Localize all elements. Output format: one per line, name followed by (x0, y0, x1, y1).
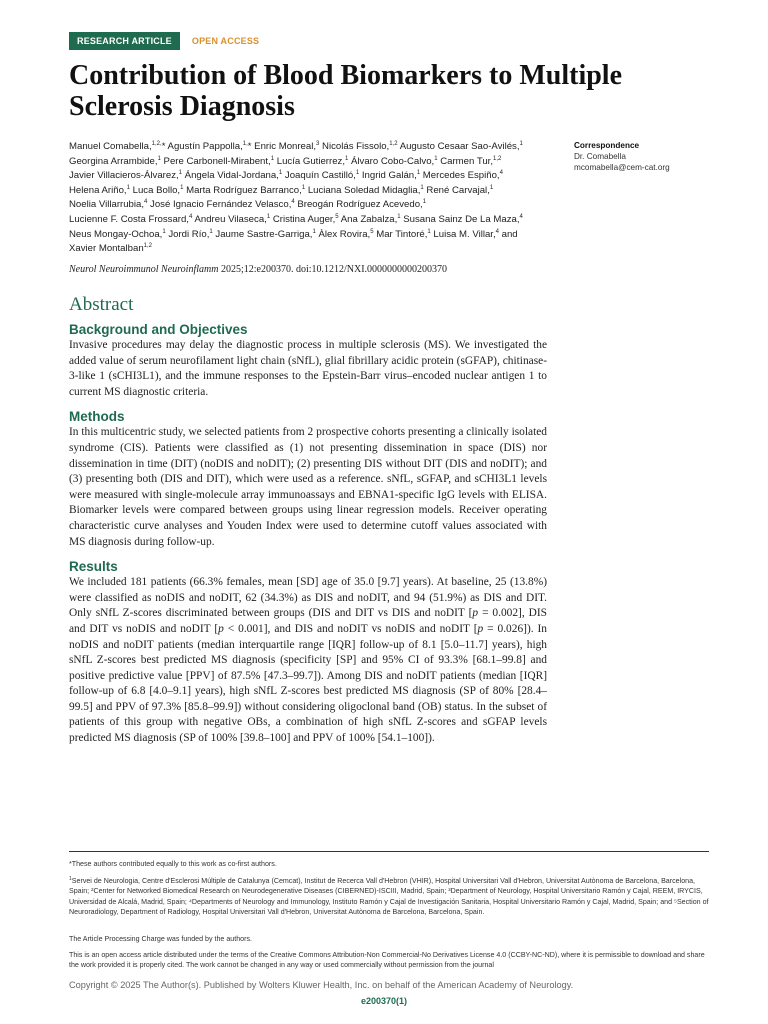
affiliation-marker: 1 (278, 170, 283, 177)
author-name: José Ignacio Fernández Velasco, (147, 199, 292, 211)
affiliation-marker: 1 (422, 199, 427, 206)
author-name: Lucienne F. Costa Frossard, (69, 213, 189, 225)
affiliation-marker: 1,2 (389, 141, 398, 147)
affiliation-marker: 4 (519, 213, 523, 220)
correspondence-block (574, 140, 734, 173)
page-number: e200370(1) (360, 996, 408, 1006)
equal-contribution-note: *These authors contributed equally to this work as co-first authors. (69, 860, 277, 868)
affiliation-marker: 1 (301, 184, 306, 191)
affiliation-marker: 1 (420, 184, 424, 191)
author-name: Mercedes Espiño, (420, 170, 500, 182)
affiliation-marker: 1 (266, 213, 271, 220)
affiliation-marker: 1 (519, 141, 523, 147)
author-name: Breogán Rodríguez Acevedo, (294, 199, 423, 211)
article-title: Contribution of Blood Biomarkers to Multiple Sclerosis Diagnosis (69, 60, 623, 122)
author-line (69, 228, 549, 243)
correspondence-name: Dr. Comabella (574, 152, 626, 161)
author-name: Jaume Sastre-Garriga, (212, 228, 313, 240)
methods-heading: Methods (69, 409, 125, 425)
affiliation-marker: 1 (416, 170, 421, 177)
affiliation-marker: 1 (157, 155, 161, 162)
author-name: Noelia Villarrubia, (69, 199, 145, 211)
open-access-label: OPEN ACCESS (191, 36, 260, 46)
affiliation-marker: 1 (270, 155, 275, 162)
author-line (69, 242, 549, 257)
author-name: Pere Carbonell-Mirabent, (160, 155, 271, 167)
affiliation-marker: 1 (209, 228, 213, 235)
license-note: This is an open access article distributed under the terms of the Creative Commons Attribution-Non Commercial-No Derivatives License 4.0 (CCBY-NC-ND), where it is permissible to download and share the work provided it is properly cited. The work cannot be changed in any way or used commercially without permission from the journal (69, 951, 705, 970)
author-name: Nicolás Fissolo, (319, 141, 390, 152)
citation-details: 2025;12:e200370. doi:10.1212/NXI.0000000000200370 (218, 264, 448, 275)
author-name: Luca Bollo, (129, 184, 181, 196)
affiliation-marker: 1 (345, 155, 349, 162)
background-heading: Background and Objectives (69, 322, 248, 337)
author-name: Álvaro Cobo-Calvo, (348, 155, 435, 167)
correspondence-heading: Correspondence (574, 141, 640, 150)
article-tags (69, 32, 259, 50)
author-name: Ingrid Galán, (359, 170, 417, 182)
affiliation-marker: 1, (242, 141, 248, 147)
author-name: Carmen Tur, (437, 155, 493, 167)
article-type-badge: RESEARCH ARTICLE (69, 32, 180, 50)
author-name: Ángela Vidal-Jordana, (182, 170, 279, 182)
author-name: Augusto Cesaar Sao-Avilés, (397, 141, 520, 152)
author-list (69, 140, 549, 257)
citation-line (69, 264, 447, 275)
author-name: Luisa M. Villar, (430, 228, 496, 240)
affiliation-marker: 1,2 (143, 243, 153, 250)
affiliation-marker: 1,2, (151, 141, 162, 147)
results-text: We included 181 patients (66.3% females, mean [SD] age of 35.0 [9.7] years). At baseline, 25 (13.8%) were classified as noDIS and noDIT, 62 (34.3%) as DIS and noDIT, and 94 (51.9%) as DIS and DIT. Only sNfL Z-scores discriminated between groups (DIS and DIT vs DIS and noDIT [p = 0.002], DIS and DIT vs noDIS and noDIT [p < 0.001], and DIS and noDIT vs noDIS and noDIT [p = 0.026]). In noDIS and noDIT patients (median interquartile range [IQR] follow-up of 8.1 [5.0–11.7] years), high sNfL Z-scores best predicted MS diagnosis (specificity [SP] and 95% CI of 93.3% [68.1–99.8] and positive predictive value [PPV] of 87.5% [47.3–99.7]). Among DIS and noDIT patients (median [IQR] follow-up of 6.8 [4.0–9.1] years), high sNfL Z-scores best predicted MS diagnosis (SP of 80% [28.4–99.5] and PPV of 97.3% [85.8–99.9]) without considering oligoclonal band (OB) status. In the subset of patients of this group with negative OBs, a combination of high sNfL Z-scores and sGFAP levels predicted MS diagnosis (SP of 100% [39.8–100] and PPV of 100% [54.1–100]). (69, 576, 548, 745)
author-line (69, 184, 549, 199)
author-name: Andreu Vilaseca, (192, 213, 267, 225)
affiliation-marker: 1,2 (493, 155, 502, 162)
affiliation-marker: 1 (126, 184, 130, 191)
affiliation-marker: 1 (162, 228, 166, 235)
affiliation-marker: 4 (291, 199, 295, 206)
journal-name: Neurol Neuroimmunol Neuroinflamm (69, 264, 219, 275)
correspondence-email[interactable]: mcomabella@cem-cat.org (574, 163, 670, 172)
footnote-divider (69, 851, 709, 852)
funding-note: The Article Processing Charge was funded by the authors. (69, 935, 252, 943)
author-name: * Enric Monreal, (247, 141, 317, 152)
affiliation-marker: 5 (335, 213, 339, 220)
affiliation-marker: 1 (312, 228, 316, 235)
author-name: Luciana Soledad Midaglia, (305, 184, 421, 196)
author-name: Manuel Comabella, (69, 141, 152, 152)
affiliation-marker: 1 (180, 184, 184, 191)
author-name: Ana Zabalza, (338, 213, 398, 225)
author-name: Joaquín Castilló, (282, 170, 356, 182)
author-name: Susana Sainz De La Maza, (400, 213, 520, 225)
author-name: Georgina Arrambide, (69, 155, 158, 167)
affiliation-marker: 1 (355, 170, 360, 177)
results-heading: Results (69, 559, 118, 575)
copyright-line: Copyright © 2025 The Author(s). Published by Wolters Kluwer Health, Inc. on behalf of the American Academy of Neurology. (69, 980, 574, 990)
affiliation-marker: 1 (489, 184, 494, 191)
author-name: * Agustín Pappolla, (161, 141, 243, 152)
affiliation-marker: 4 (144, 199, 148, 206)
affiliations-note: $^1$Servei de Neurologia, Centre d'Esclerosi Múltiple de Catalunya (Cemcat), Institut de Recerca Vall d'Hebron (VHIR), Hospital Universitari Vall d'Hebron, Universitat Autònoma de Barcelona, Barcelona, Spain; ²Center for Networked Biomedical Research on Neurodegenerative Diseases (CIBERNED)-ISCIII, Madrid, Spain; ³Department of Neurology, Hospital Universitario Ramón y Cajal, REEM, IRYCIS, Universidad de Alcalá, Madrid, Spain; ⁴Departments of Neurology and Immunology, Instituto Ramón y Cajal de Investigación Sanitaria, Hospital Universitario Ramón y Cajal, Madrid, Spain; and ⁵Section of Neuroradiology, Department of Radiology, Hospital Universitari Vall d'Hebron, Universitat Autònoma de Barcelona, Barcelona, Spain. (69, 876, 709, 917)
affiliation-marker: 1 (427, 228, 431, 235)
affiliation-marker: 1 (178, 170, 182, 177)
abstract-heading: Abstract (69, 294, 134, 315)
affiliation-marker: 3 (316, 141, 320, 147)
affiliation-marker: 4 (188, 213, 193, 220)
affiliation-marker: 4 (495, 228, 499, 235)
author-line (69, 155, 549, 170)
author-name: Neus Mongay-Ochoa, (69, 228, 163, 240)
author-name: Cristina Auger, (270, 213, 336, 225)
author-name: Helena Ariño, (69, 184, 127, 196)
author-line (69, 198, 549, 213)
affiliation-marker: 5 (370, 228, 374, 235)
abstract-section (69, 294, 547, 756)
methods-text: In this multicentric study, we selected patients from 2 prospective cohorts presenting a clinically isolated syndrome (CIS). Patients were classified as (1) not presenting dissemination in space (DIS) nor dissemination in time (DIT) (noDIS and noDIT); (2) presenting DIS without DIT (DIS and noDIT); and (3) presenting both (DIS and DIT), which were used as a reference. sNfL, sGFAP, and sCHI3L1 levels were measured with single-molecule array immunoassays and EBNA1-specific IgG levels with ELISA. Biomarker levels were compared between groups using linear regression models. Receiver operating characteristic curve analyses and Youden Index were used to determine cutoff values associated with MS diagnosis during follow-up. (69, 426, 547, 548)
author-name: René Carvajal, (423, 184, 490, 196)
affiliation-marker: 4 (499, 170, 503, 177)
author-name: Marta Rodríguez Barranco, (183, 184, 302, 196)
affiliation-marker: 1 (434, 155, 438, 162)
author-name: Àlex Rovira, (315, 228, 371, 240)
background-text: Invasive procedures may delay the diagnostic process in multiple sclerosis (MS). We investigated the added value of serum neurofilament light chain (sNfL), glial fibrillary acidic protein (sGFAP), chitinase-3-like 1 (sCHI3L1), and the immune responses to the Epstein-Barr virus–encoded nuclear antigen 1 to current MS diagnostic criteria. (69, 339, 547, 398)
author-name: Mar Tintoré, (373, 228, 428, 240)
author-name: Xavier Montalban (69, 243, 144, 255)
author-name: Jordi Río, (165, 228, 210, 240)
author-name: Lucía Gutierrez, (274, 155, 345, 167)
author-name: Javier Villacieros-Álvarez, (69, 170, 179, 182)
author-line (69, 169, 549, 184)
author-line (69, 140, 549, 155)
author-name: and (498, 228, 518, 240)
affiliation-marker: 1 (397, 213, 401, 220)
author-line (69, 213, 549, 228)
